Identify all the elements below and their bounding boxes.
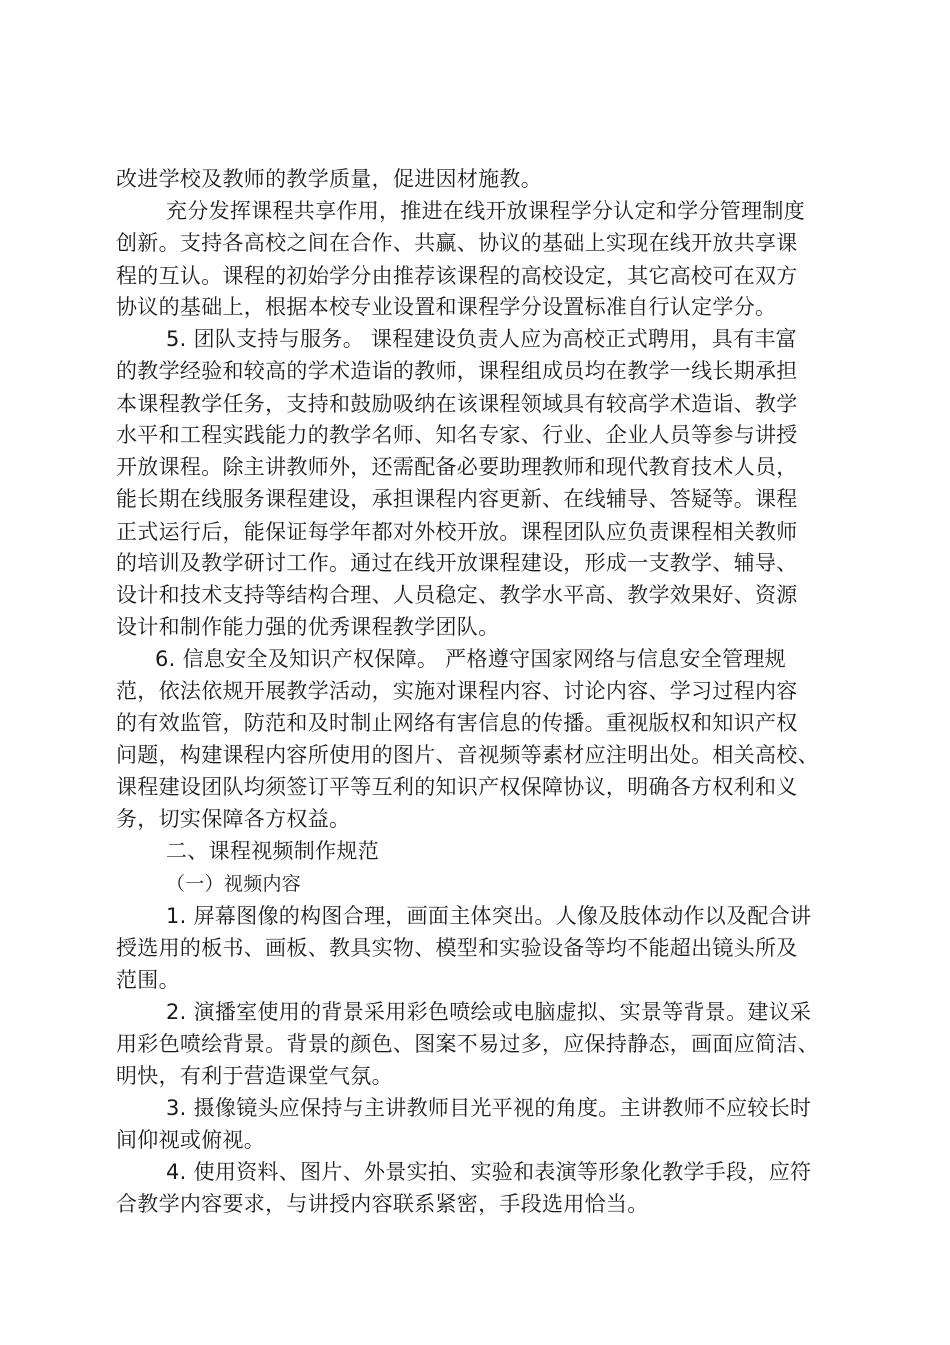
item-1-start: 1. 屏幕图像的构图合理，画面主体突出。人像及肢体动作以及配合讲 — [166, 904, 812, 928]
item-3-start: 3. 摄像镜头应保持与主讲教师目光平视的角度。主讲教师不应较长时 — [166, 1096, 812, 1120]
item-6-heading: 6. 信息安全及知识产权保障。 严格遵守国家网络与信息安全管理规 — [155, 647, 786, 671]
text-line: 水平和工程实践能力的教学名师、知名专家、行业、企业人员等参与讲授 — [116, 423, 798, 447]
text-line: 设计和技术支持等结构合理、人员稳定、教学水平高、教学效果好、资源 — [116, 583, 798, 607]
text-line: 的培训及教学研讨工作。通过在线开放课程建设，形成一支教学、辅导、 — [116, 551, 798, 575]
text-line: 务，切实保障各方权益。 — [116, 807, 351, 831]
paragraph-start: 充分发挥课程共享作用，推进在线开放课程学分认定和学分管理制度 — [166, 199, 805, 223]
text-line: 间仰视或俯视。 — [116, 1128, 266, 1152]
text-line: 明快，有利于营造课堂气氛。 — [116, 1064, 393, 1088]
text-line: 用彩色喷绘背景。背景的颜色、图案不易过多，应保持静态，画面应简洁、 — [116, 1032, 819, 1056]
text-line: 授选用的板书、画板、教具实物、模型和实验设备等均不能超出镜头所及 — [116, 936, 798, 960]
text-line: 程的互认。课程的初始学分由推荐该课程的高校设定，其它高校可在双方 — [116, 264, 798, 288]
text-line: 创新。支持各高校之间在合作、共赢、协议的基础上实现在线开放共享课 — [116, 231, 798, 255]
subsection-heading: （一）视频内容 — [166, 873, 302, 895]
text-line: 设计和制作能力强的优秀课程教学团队。 — [116, 615, 500, 639]
section-heading: 二、课程视频制作规范 — [166, 839, 379, 863]
text-line: 范，依法依规开展教学活动，实施对课程内容、讨论内容、学习过程内容 — [116, 679, 798, 703]
item-4-start: 4. 使用资料、图片、外景实拍、实验和表演等形象化教学手段，应符 — [166, 1160, 812, 1184]
text-line: 协议的基础上，根据本校专业设置和课程学分设置标准自行认定学分。 — [116, 295, 777, 319]
text-line: 的教学经验和较高的学术造诣的教师，课程组成员均在教学一线长期承担 — [116, 359, 798, 383]
text-line: 能长期在线服务课程建设，承担课程内容更新、在线辅导、答疑等。课程 — [116, 487, 798, 511]
text-line: 问题，构建课程内容所使用的图片、音视频等素材应注明出处。相关高校、 — [116, 743, 819, 767]
text-line: 开放课程。除主讲教师外，还需配备必要助理教师和现代教育技术人员， — [116, 455, 798, 479]
text-line: 课程建设团队均须签订平等互利的知识产权保障协议，明确各方权利和义 — [116, 775, 798, 799]
text-line: 改进学校及教师的教学质量，促进因材施教。 — [116, 167, 542, 191]
text-line: 正式运行后，能保证每学年都对外校开放。课程团队应负责课程相关教师 — [116, 520, 798, 544]
text-line: 合教学内容要求，与讲授内容联系紧密，手段选用恰当。 — [116, 1192, 649, 1216]
item-5-heading: 5. 团队支持与服务。 课程建设负责人应为高校正式聘用，具有丰富 — [166, 327, 797, 351]
text-line: 范围。 — [116, 968, 180, 992]
item-2-start: 2. 演播室使用的背景采用彩色喷绘或电脑虚拟、实景等背景。建议采 — [166, 1000, 812, 1024]
text-line: 本课程教学任务，支持和鼓励吸纳在该课程领域具有较高学术造诣、教学 — [116, 392, 798, 416]
text-line: 的有效监管，防范和及时制止网络有害信息的传播。重视版权和知识产权 — [116, 711, 798, 735]
